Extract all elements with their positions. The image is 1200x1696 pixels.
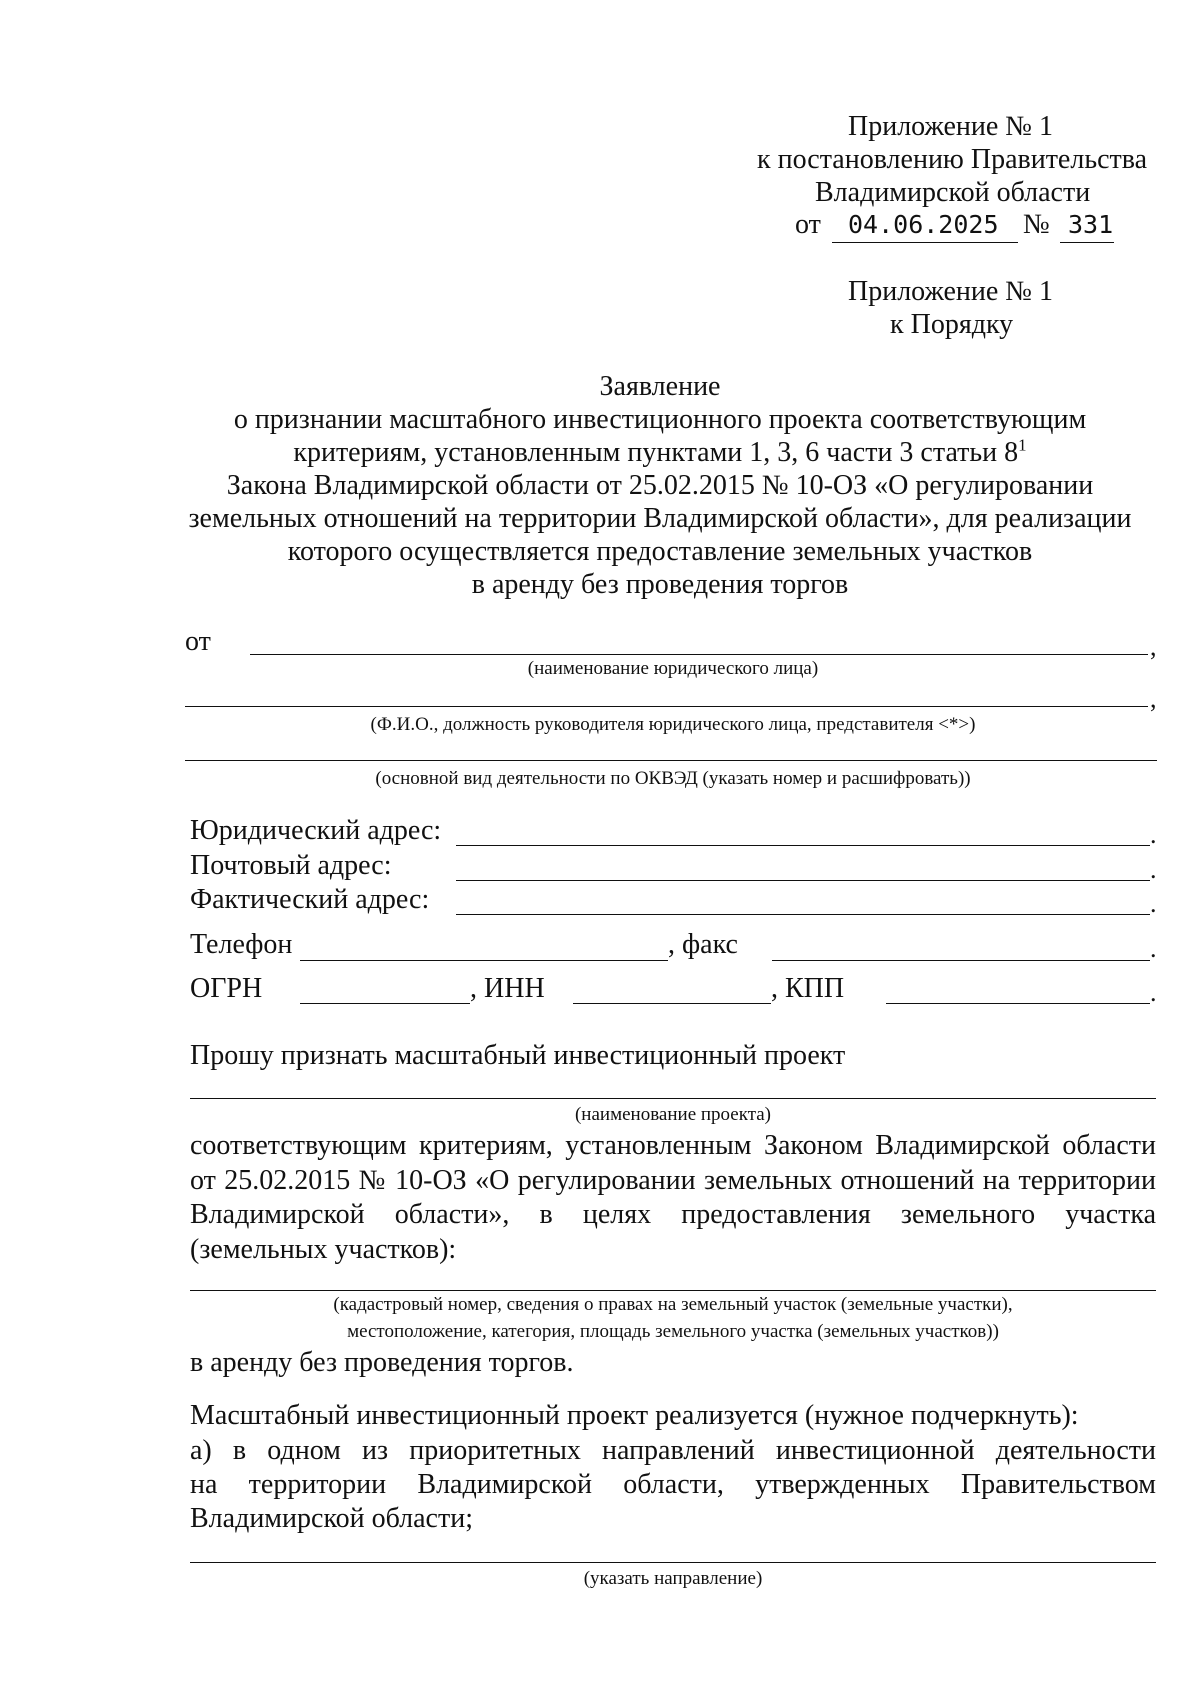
kpp-label: , КПП — [771, 973, 845, 1004]
implementation-option-a-line: на территории Владимирской области, утвержденных Правительством — [190, 1469, 1156, 1500]
phone-field[interactable] — [300, 960, 668, 961]
title-line: критериям, установленным пунктами 1, 3, 6 части 3 статьи $8^1$ — [293, 435, 1027, 468]
header-appendix-label: Приложение № 1 — [848, 111, 1053, 142]
project-name-field[interactable] — [190, 1098, 1156, 1099]
comma-mark: , — [1150, 632, 1157, 661]
sub-appendix-label: Приложение № 1 — [848, 276, 1053, 307]
project-name-caption: (наименование проекта) — [574, 1104, 771, 1125]
header-resolution-label: к постановлению Правительства — [757, 144, 1148, 175]
period-mark: . — [1150, 889, 1157, 918]
comma-mark: , — [1150, 684, 1157, 713]
header-date-underline — [832, 242, 1018, 243]
period-mark: . — [1150, 978, 1157, 1007]
actual-address-field[interactable] — [456, 914, 1150, 915]
applicant-from-label: от — [185, 626, 211, 657]
title-line: Закона Владимирской области от 25.02.2015 № 10-ОЗ «О регулировании — [226, 470, 1094, 501]
legal-entity-caption: (наименование юридического лица) — [527, 658, 819, 679]
request-lead-text: Прошу признать масштабный инвестиционный проект — [190, 1040, 846, 1071]
actual-address-label: Фактический адрес: — [190, 884, 430, 915]
title-line: которого осуществляется предоставление земельных участков — [287, 536, 1033, 567]
title-line: земельных отношений на территории Владимирской области», для реализации — [188, 503, 1132, 534]
ogrn-field[interactable] — [300, 1003, 470, 1004]
land-parcel-caption: местоположение, категория, площадь земельного участка (земельных участков)) — [347, 1321, 999, 1342]
legal-address-field[interactable] — [456, 845, 1150, 846]
direction-field[interactable] — [190, 1562, 1156, 1563]
head-name-caption: (Ф.И.О., должность руководителя юридического лица, представителя <*>) — [370, 714, 976, 735]
title-line: в аренду без проведения торгов — [471, 569, 849, 600]
title-superscript: 1 — [1018, 435, 1027, 455]
implementation-option-a-line: Владимирской области; — [190, 1503, 473, 1534]
title-line: о признании масштабного инвестиционного проекта соответствующим — [233, 404, 1087, 435]
header-date-from-label: от — [795, 209, 821, 240]
inn-label: , ИНН — [470, 973, 545, 1004]
postal-address-label: Почтовый адрес: — [190, 850, 392, 881]
okved-field[interactable] — [185, 760, 1157, 761]
direction-caption: (указать направление) — [583, 1568, 763, 1589]
request-paragraph-line: соответствующим критериям, установленным Законом Владимирской области — [190, 1130, 1156, 1161]
period-mark: . — [1150, 855, 1157, 884]
period-mark: . — [1150, 934, 1157, 963]
legal-address-label: Юридический адрес: — [190, 815, 442, 846]
header-region-label: Владимирской области — [815, 177, 1091, 208]
title-heading: Заявление — [599, 371, 721, 402]
request-paragraph-line: от 25.02.2015 № 10-ОЗ «О регулировании земельных отношений на территории — [190, 1165, 1156, 1196]
header-date-value: 04.06.2025 — [848, 210, 999, 239]
request-paragraph-line: (земельных участков): — [190, 1234, 457, 1265]
period-mark: . — [1150, 820, 1157, 849]
okved-caption: (основной вид деятельности по ОКВЭД (указать номер и расшифровать)) — [375, 768, 971, 789]
postal-address-field[interactable] — [456, 880, 1150, 881]
phone-label: Телефон — [190, 929, 293, 960]
land-parcel-field[interactable] — [190, 1290, 1156, 1291]
kpp-field[interactable] — [886, 1003, 1150, 1004]
inn-field[interactable] — [573, 1003, 771, 1004]
land-parcel-caption: (кадастровый номер, сведения о правах на земельный участок (земельные участки), — [333, 1294, 1013, 1315]
implementation-lead-text: Масштабный инвестиционный проект реализуется (нужное подчеркнуть): — [190, 1400, 1079, 1431]
request-paragraph-line: Владимирской области», в целях предоставления земельного участка — [190, 1199, 1156, 1230]
legal-entity-name-field[interactable] — [250, 654, 1148, 655]
implementation-option-a-line: а) в одном из приоритетных направлений инвестиционной деятельности — [190, 1435, 1156, 1466]
request-closing-text: в аренду без проведения торгов. — [190, 1347, 574, 1378]
header-number-underline — [1060, 242, 1114, 243]
fax-label: , факс — [668, 929, 738, 960]
header-number-label: № — [1023, 209, 1050, 240]
head-name-field[interactable] — [185, 706, 1148, 707]
ogrn-label: ОГРН — [190, 973, 263, 1004]
sub-procedure-label: к Порядку — [890, 309, 1014, 340]
header-number-value: 331 — [1068, 210, 1114, 239]
fax-field[interactable] — [772, 960, 1150, 961]
